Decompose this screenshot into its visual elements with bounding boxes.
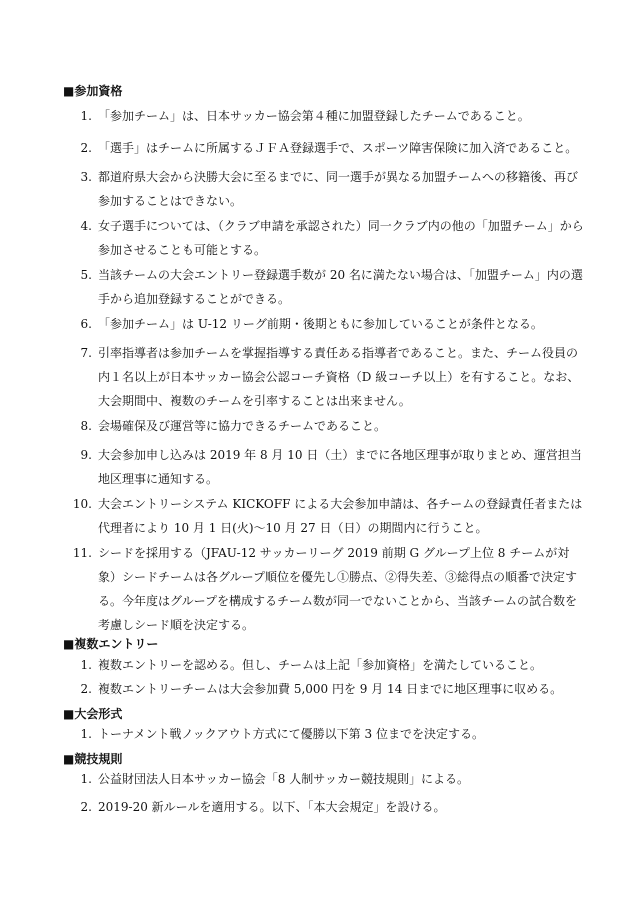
- item-number: 9.: [80, 448, 92, 462]
- item-number: 2.: [80, 800, 92, 814]
- item-text: 複数エントリーを認める。但し、チームは上記「参加資格」を満たしていること。: [98, 658, 543, 672]
- item-text: 「選手」はチームに所属するＪＦＡ登録選手で、スポーツ障害保険に加入済であること。: [98, 141, 578, 155]
- item-number: 11.: [72, 546, 92, 560]
- list-item: [64, 654, 584, 676]
- list-item: [64, 796, 584, 818]
- list-item: [64, 541, 584, 637]
- list-item: [64, 443, 584, 491]
- item-text: トーナメント戦ノックアウト方式にて優勝以下第 3 位までを決定する。: [98, 727, 484, 741]
- list-item: [64, 414, 584, 438]
- list-item: [64, 136, 584, 160]
- list-item: [64, 165, 584, 213]
- list-item: [64, 263, 584, 311]
- item-number: 5.: [80, 268, 92, 282]
- item-number: 2.: [80, 141, 92, 155]
- section-title-rules: ■競技規則: [63, 752, 123, 766]
- item-text: 「参加チーム」は U-12 リーグ前期・後期ともに参加していることが条件となる。: [98, 317, 543, 331]
- item-number: 2.: [80, 682, 92, 696]
- item-text: 2019-20 新ルールを適用する。以下、「本大会規定」を設ける。: [98, 800, 446, 814]
- item-text: 女子選手については、（クラブ申請を承認された）同一クラブ内の他の「加盟チーム」から参加させることも可能とする。: [98, 219, 584, 257]
- item-number: 1.: [80, 109, 92, 123]
- list-item: [64, 768, 584, 790]
- item-text: 引率指導者は参加チームを掌握指導する責任ある指導者であること。また、チーム役員の内１名以上が日本サッカー協会公認コーチ資格（D 級コーチ以上）を有すること。なお、大会期間中、複数のチームを引率することは出来ません。: [98, 346, 580, 408]
- list-item: [64, 312, 584, 336]
- section-title-format: ■大会形式: [63, 707, 123, 721]
- list-item: [64, 723, 584, 745]
- section-title-multiple-entry: ■複数エントリー: [63, 637, 159, 651]
- item-text: 大会参加申し込みは 2019 年 8 月 10 日（土）までに各地区理事が取りまとめ、運営担当地区理事に通知する。: [98, 448, 582, 486]
- list-item: [64, 341, 584, 413]
- item-number: 3.: [80, 170, 92, 184]
- item-text: 会場確保及び運営等に協力できるチームであること。: [98, 419, 387, 433]
- list-item: [64, 492, 584, 540]
- item-text: 複数エントリーチームは大会参加費 5,000 円を 9 月 14 日までに地区理事に収める。: [98, 682, 563, 696]
- list-item: [64, 214, 584, 262]
- item-number: 1.: [80, 658, 92, 672]
- item-number: 4.: [80, 219, 92, 233]
- item-number: 10.: [72, 497, 92, 511]
- item-text: 当該チームの大会エントリー登録選手数が 20 名に満たない場合は、「加盟チーム」内の選手から追加登録することができる。: [98, 268, 583, 306]
- item-text: 都道府県大会から決勝大会に至るまでに、同一選手が異なる加盟チームへの移籍後、再び参加することはできない。: [98, 170, 579, 208]
- item-text: 公益財団法人日本サッカー協会「8 人制サッカー競技規則」による。: [98, 772, 469, 786]
- list-item: [64, 678, 584, 700]
- item-text: 大会エントリーシステム KICKOFF による大会参加申請は、各チームの登録責任者または代理者により 10 月 1 日(火)〜10 月 27 日（日）の期間内に行うこと。: [98, 497, 583, 535]
- item-number: 7.: [80, 346, 92, 360]
- item-number: 1.: [80, 772, 92, 786]
- item-text: 「参加チーム」は、日本サッカー協会第４種に加盟登録したチームであること。: [98, 109, 530, 123]
- list-item: [64, 104, 584, 128]
- item-number: 6.: [80, 317, 92, 331]
- item-number: 8.: [80, 419, 92, 433]
- section-title-eligibility: ■参加資格: [63, 84, 123, 98]
- item-text: シードを採用する（JFAU-12 サッカーリーグ 2019 前期 G グループ上位 8 チームが対象）シードチームは各グループ順位を優先し①勝点、②得失差、③総得点の順番で決定する。今年度はグループを構成するチーム数が同一でないことから、当該チームの試合数を考慮しシード順を決定する。: [98, 546, 578, 632]
- item-number: 1.: [80, 727, 92, 741]
